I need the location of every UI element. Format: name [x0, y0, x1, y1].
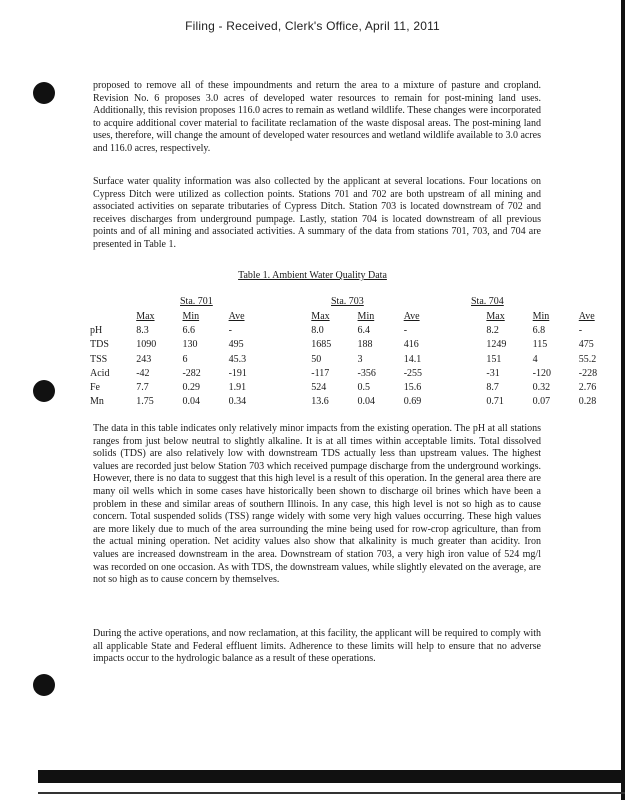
table-cell: 8.0	[311, 325, 324, 337]
punch-hole-top	[33, 82, 55, 104]
punch-hole-bottom	[33, 674, 55, 696]
table-cell: 115	[532, 339, 548, 351]
table-cell: 188	[357, 339, 373, 351]
table-cell: 8.2	[486, 325, 499, 337]
table-cell: 2.76	[578, 382, 597, 394]
scan-bottom-bar	[38, 770, 625, 783]
punch-hole-middle	[33, 380, 55, 402]
paragraph-impoundments: proposed to remove all of these impoundments and return the area to a mixture of pasture and cropland. Revision No. 6 proposes 3.0 acres of developed water resources to remain for post-mining land uses. Additionally, this revision proposes 116.0 acres to remain as wetland wildlife. These changes were incorporated to acquire additional cover material to facilitate reclamation of the waste disposal areas. The post-mining land uses, therefore, will change the amount of developed water resources and wetland wildlife available to 3.0 acres and 116.0 acres, respectively.	[93, 80, 541, 154]
table-cell: 495	[228, 339, 244, 351]
paragraph-analysis: The data in this table indicates only relatively minor impacts from the existing operation. The pH at all stations ranges from just below neutral to slightly alkaline. It is at all times within acceptable limits. Total dissolved solids (TDS) are also relatively low with downstream TDS actually less than upstream values. The highest values are recorded just below Station 703 which received pumpage discharge from the underground workings. However, there is no data to suggest that this high level is a result of this operation. In the general area there are many oil wells which in some cases have historically been shown to discharge oil brines which have been a problem in these and similar areas of southern Illinois. In any case, this high level is not so high as to cause concern. Total suspended solids (TSS) range widely with some very high values occurring. These high values are more likely due to much of the area surrounding the mine being used for row-crop agriculture, than from the actual mining operation. Net acidity values also show that alkalinity is much greater than acidity. Iron values are increased downstream in the area. Downstream of station 703, a very high iron value of 524 mg/l was recorded on one occasion. As with TDS, the downstream values, while slightly elevated on the average, are not so high as to cause concern by themselves.	[93, 423, 541, 586]
paragraph-compliance: During the active operations, and now reclamation, at this facility, the applicant will be required to comply with all applicable State and Federal effluent limits. Adherence to these limits will help to ensure that no adverse impacts occur to the hydrologic balance as a result of these operations.	[93, 628, 541, 665]
table-cell: 4	[532, 353, 538, 365]
table-caption: Table 1. Ambient Water Quality Data	[238, 270, 387, 281]
table-cell: 475	[578, 339, 594, 351]
table-cell: 0.71	[486, 396, 504, 408]
row-label: pH	[90, 325, 103, 337]
table-row	[90, 338, 625, 352]
table-cell: -42	[136, 367, 150, 379]
scan-bottom-line	[38, 792, 625, 794]
table-row	[90, 395, 625, 409]
table-subheader-row	[90, 310, 625, 324]
table-cell: -	[578, 325, 583, 337]
table-cell: 243	[136, 353, 152, 365]
col-header: Min	[182, 311, 200, 323]
table-cell: 6	[182, 353, 188, 365]
table-cell: 524	[311, 382, 327, 394]
table-cell: 15.6	[403, 382, 422, 394]
table-row	[90, 367, 625, 381]
col-header: Max	[136, 311, 155, 323]
row-label: Acid	[90, 367, 110, 379]
table-cell: 1.75	[136, 396, 154, 408]
table-cell: 416	[403, 339, 419, 351]
table-cell: 0.28	[578, 396, 597, 408]
table-cell: -255	[403, 367, 423, 379]
table-cell: 0.04	[357, 396, 376, 408]
water-quality-table	[90, 310, 625, 409]
col-header: Max	[486, 311, 505, 323]
filing-header: Filing - Received, Clerk's Office, April 11, 2011	[185, 19, 440, 33]
table-cell: -117	[311, 367, 330, 379]
table-cell: 3	[357, 353, 363, 365]
table-cell: -228	[578, 367, 598, 379]
table-cell: 7.7	[136, 382, 149, 394]
table-row	[90, 353, 625, 367]
table-cell: 8.3	[136, 325, 149, 337]
table-cell: 0.5	[357, 382, 371, 394]
col-header: Ave	[228, 311, 245, 323]
station-704-header: Sta. 704	[471, 296, 504, 307]
table-cell: 0.04	[182, 396, 200, 408]
table-cell: 0.07	[532, 396, 551, 408]
table-cell: -	[228, 325, 232, 337]
table-row	[90, 324, 625, 338]
table-cell: -356	[357, 367, 376, 379]
row-label: Mn	[90, 396, 104, 408]
table-cell: 6.6	[182, 325, 195, 337]
table-cell: -	[403, 325, 408, 337]
table-cell: -282	[182, 367, 201, 379]
station-703-header: Sta. 703	[331, 296, 364, 307]
col-header: Min	[532, 311, 550, 323]
table-cell: -191	[228, 367, 247, 379]
table-cell: 45.3	[228, 353, 247, 365]
table-cell: 130	[182, 339, 198, 351]
row-label: TSS	[90, 353, 108, 365]
table-cell: -120	[532, 367, 551, 379]
table-cell: 0.69	[403, 396, 422, 408]
table-cell: 14.1	[403, 353, 422, 365]
table-cell: 50	[311, 353, 322, 365]
table-cell: 1090	[136, 339, 157, 351]
station-701-header: Sta. 701	[180, 296, 213, 307]
table-cell: 1685	[311, 339, 332, 351]
table-cell: 0.32	[532, 382, 551, 394]
table-cell: 1.91	[228, 382, 247, 394]
col-header: Ave	[403, 311, 420, 323]
table-cell: -31	[486, 367, 500, 379]
table-cell: 151	[486, 353, 502, 365]
table-cell: 6.4	[357, 325, 371, 337]
row-label: Fe	[90, 382, 100, 394]
table-cell: 13.6	[311, 396, 329, 408]
table-cell: 55.2	[578, 353, 597, 365]
table-cell: 6.8	[532, 325, 546, 337]
col-header: Min	[357, 311, 375, 323]
row-label: TDS	[90, 339, 109, 351]
table-cell: 1249	[486, 339, 507, 351]
table-cell: 0.34	[228, 396, 247, 408]
table-row	[90, 381, 625, 395]
paragraph-surface-water: Surface water quality information was also collected by the applicant at several locations. Four locations on Cypress Ditch were utilized as collection points. Stations 701 and 702 are both upstream of all mining and associated activities on separate tributaries of Cypress Ditch. Station 703 is located downstream of 702 and receives discharges from underground pumpage. Lastly, station 704 is located downstream of all previous points and of all mining and associated activities. A summary of the data from stations 701, 703, and 704 are presented in Table 1.	[93, 176, 541, 250]
table-cell: 8.7	[486, 382, 499, 394]
col-header: Max	[311, 311, 330, 323]
col-header: Ave	[578, 311, 595, 323]
table-cell: 0.29	[182, 382, 200, 394]
